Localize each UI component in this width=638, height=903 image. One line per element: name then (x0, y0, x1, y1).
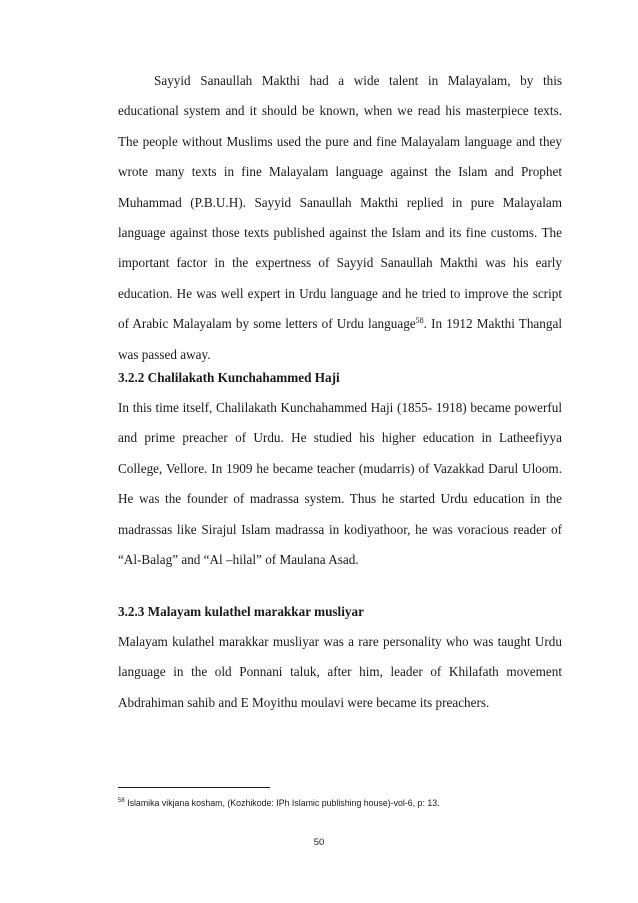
paragraph-makthi-text (118, 66, 562, 370)
section-heading-marakkar (118, 602, 562, 622)
section-heading-chalilakath (118, 368, 562, 388)
section-heading-chalilakath-text: 3.2.2 Chalilakath Kunchahammed Haji (118, 370, 340, 385)
paragraph-makthi-tail: . In 1912 Makthi Thangal was passed away. (118, 316, 562, 362)
page-number: 50 (313, 837, 325, 848)
paragraph-marakkar-text: Malayam kulathel marakkar musliyar was a rare personality who was taught Urdu language in the old Ponnani taluk, after him, leader of Khilafath movement Abdrahiman sahib and E Moyithu moulavi were became its preachers. (118, 634, 562, 710)
footnote-reference: 58 (415, 316, 424, 326)
footnote-separator (118, 787, 270, 788)
paragraph-chalilakath-text: In this time itself, Chalilakath Kunchahammed Haji (1855- 1918) became powerful and prime preacher of Urdu. He studied his higher education in Latheefiyya College, Vellore. In 1909 he became teacher (mudarris) of Vazakkad Darul Uloom. He was the founder of madrassa system. Thus he started Urdu education in the madrassas like Sirajul Islam madrassa in kodiyathoor, he was voracious reader of “Al-Balag” and “Al –hilal” of Maulana Asad. (118, 400, 562, 568)
paragraph-chalilakath (118, 393, 562, 575)
footnote-number: 58 (118, 798, 125, 804)
section-heading-marakkar-text: 3.2.3 Malayam kulathel marakkar musliyar (118, 604, 364, 619)
paragraph-makthi (118, 66, 562, 370)
paragraph-makthi-body: Sayyid Sanaullah Makthi had a wide talent in Malayalam, by this educational system and it should be known, when we read his masterpiece texts. The people without Muslims used the pure and fine Malayalam language and they wrote many texts in fine Malayalam language against the Islam and Prophet Muhammad (P.B.U.H). Sayyid Sanaullah Makthi replied in pure Malayalam language against those texts published against the Islam and its fine customs. The important factor in the expertness of Sayyid Sanaullah Makthi was his early education. He was well expert in Urdu language and he tried to improve the script of Arabic Malayalam by some letters of Urdu language (118, 73, 562, 332)
footnote (118, 797, 562, 809)
paragraph-marakkar (118, 627, 562, 718)
footnote-text: Islamika vikjana kosham, (Kozhikode: IPh Islamic publishing house)-vol-6, p: 13. (124, 798, 440, 808)
